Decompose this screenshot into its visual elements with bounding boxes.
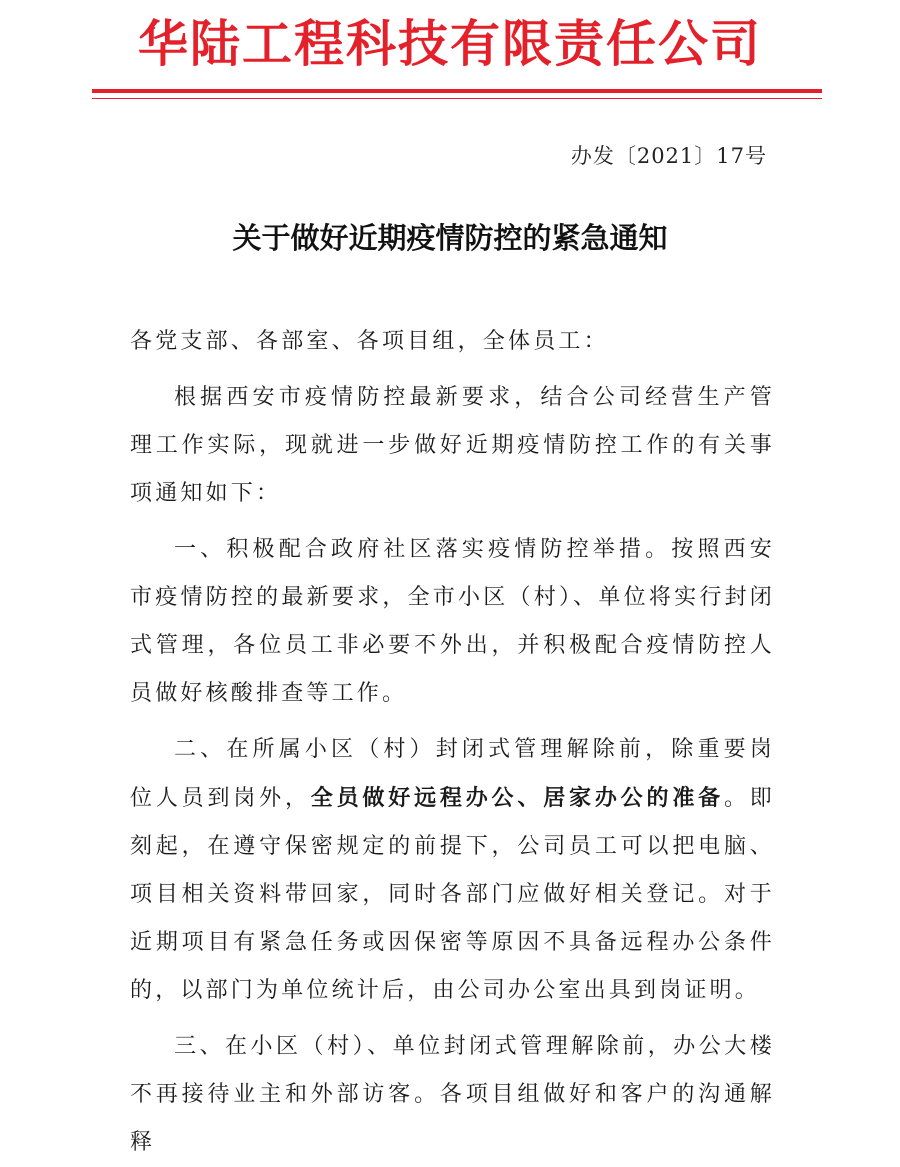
item-3-paragraph: 三、在小区（村）、单位封闭式管理解除前，办公大楼不再接待业主和外部访客。各项目组做好和客户的沟通解释 <box>130 1034 775 1155</box>
document-title: 关于做好近期疫情防控的紧急通知 <box>232 221 668 255</box>
item-1-paragraph: 一、积极配合政府社区落实疫情防控举措。按照西安市疫情防控的最新要求，全市小区（村）、单位将实行封闭式管理，各位员工非必要不外出，并积极配合疫情防控人员做好核酸排查等工作。 <box>130 537 775 706</box>
salutation: 各党支部、各部室、各项目组，全体员工： <box>130 329 609 354</box>
letterhead-rule-thin <box>92 98 822 99</box>
item-2-text-start: 二、在所属小区（村）封闭式管理解除前，除重要岗位人员到岗外， <box>130 737 775 811</box>
item-2-paragraph <box>130 726 775 1015</box>
item-2-emphasis: 全员做好远程办公、居家办公的准备 <box>310 785 724 811</box>
intro-paragraph: 根据西安市疫情防控最新要求，结合公司经营生产管理工作实际，现就进一步做好近期疫情防控工作的有关事项通知如下： <box>130 385 775 506</box>
document-number: 办发〔2021〕17号 <box>570 144 767 168</box>
letterhead-rule-thick <box>92 89 822 93</box>
company-letterhead: 华陆工程科技有限责任公司 <box>138 15 762 73</box>
document-body <box>130 318 775 1167</box>
item-2-text-end: 。即刻起，在遵守保密规定的前提下，公司员工可以把电脑、项目相关资料带回家，同时各部门应做好相关登记。对于近期项目有紧急任务或因保密等原因不具备远程办公条件的，以部门为单位统计后，由公司办公室出具到岗证明。 <box>130 786 776 1003</box>
